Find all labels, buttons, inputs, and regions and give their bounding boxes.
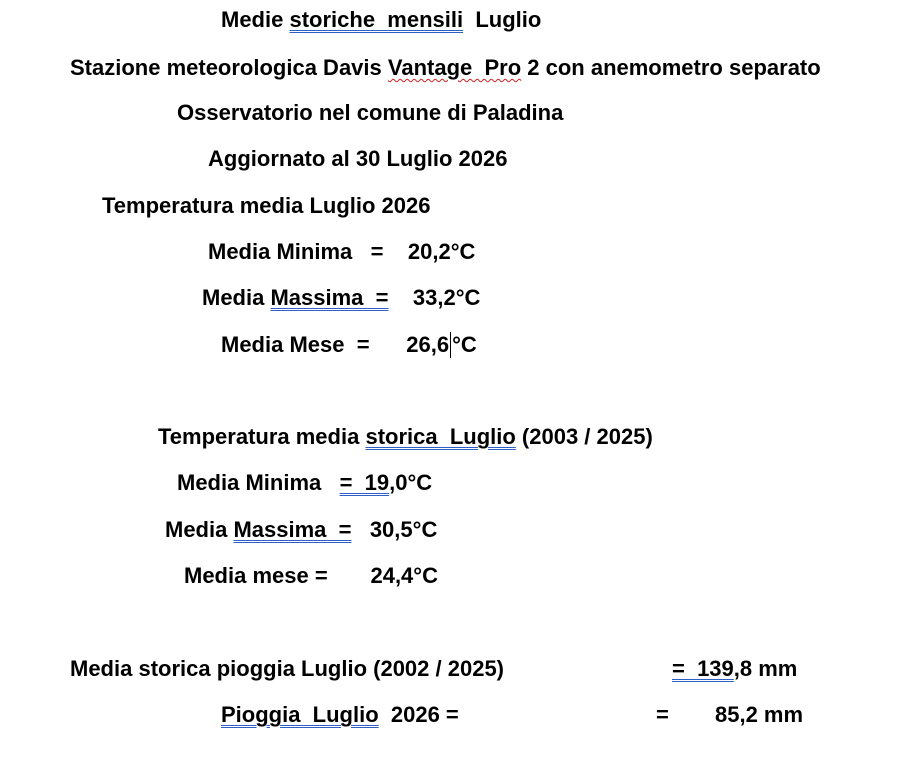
rain-historical-value-text-2: ,8 mm — [733, 656, 798, 681]
historical-min-text-3: ,0°C — [389, 470, 433, 495]
historical-max-text-3: 30,5°C — [351, 517, 438, 542]
historical-min-text-1: Media Minima — [177, 470, 340, 495]
rain-current-label-text-1: Pioggia Luglio — [221, 702, 379, 727]
historical-heading-text-3: (2003 / 2025) — [515, 424, 653, 449]
text-cursor — [450, 332, 451, 358]
current-mean — [221, 331, 477, 359]
historical-heading — [158, 423, 653, 451]
historical-mean: Media mese = 24,4°C — [184, 563, 438, 588]
rain-current-value: 85,2 mm — [715, 702, 804, 727]
current-min: Media Minima = 20,2°C — [208, 239, 476, 264]
title-text-1: Medie — [221, 7, 290, 32]
title-text-2: storiche mensili — [289, 7, 464, 32]
current-max-text-1: Media — [202, 285, 271, 310]
current-max — [202, 284, 480, 312]
page-title — [221, 6, 541, 34]
rain-historical-label: Media storica pioggia Luglio (2002 / 2025) — [70, 656, 505, 681]
current-mean-text-1: Media Mese = 26,6 — [221, 332, 450, 357]
historical-min-text-2: = 19 — [339, 470, 390, 495]
historical-min — [177, 469, 432, 497]
station-text-1: Stazione meteorologica Davis — [70, 55, 388, 80]
historical-max-text-2: Massima = — [233, 517, 352, 542]
rain-current-equals: = — [656, 702, 669, 727]
historical-max-text-1: Media — [165, 517, 234, 542]
current-mean-text-2: °C — [452, 332, 477, 357]
station-text-2: Vantage Pro — [387, 55, 522, 80]
rain-historical-value — [672, 655, 797, 683]
historical-max — [165, 516, 437, 544]
rain-current-label-text-2: 2026 = — [378, 702, 459, 727]
current-max-text-2: Massima = — [270, 285, 389, 310]
title-text-3: Luglio — [463, 7, 542, 32]
station-line — [70, 54, 821, 82]
current-max-text-3: 33,2°C — [388, 285, 481, 310]
station-text-3: 2 con anemometro separato — [521, 55, 821, 80]
rain-historical-value-text-1: = 139 — [672, 656, 734, 681]
rain-current-label — [221, 701, 459, 729]
historical-heading-text-1: Temperatura media — [158, 424, 366, 449]
historical-heading-text-2: storica Luglio — [365, 424, 516, 449]
updated-line: Aggiornato al 30 Luglio 2026 — [208, 146, 508, 171]
observatory-line: Osservatorio nel comune di Paladina — [177, 100, 564, 125]
current-heading: Temperatura media Luglio 2026 — [102, 193, 431, 218]
